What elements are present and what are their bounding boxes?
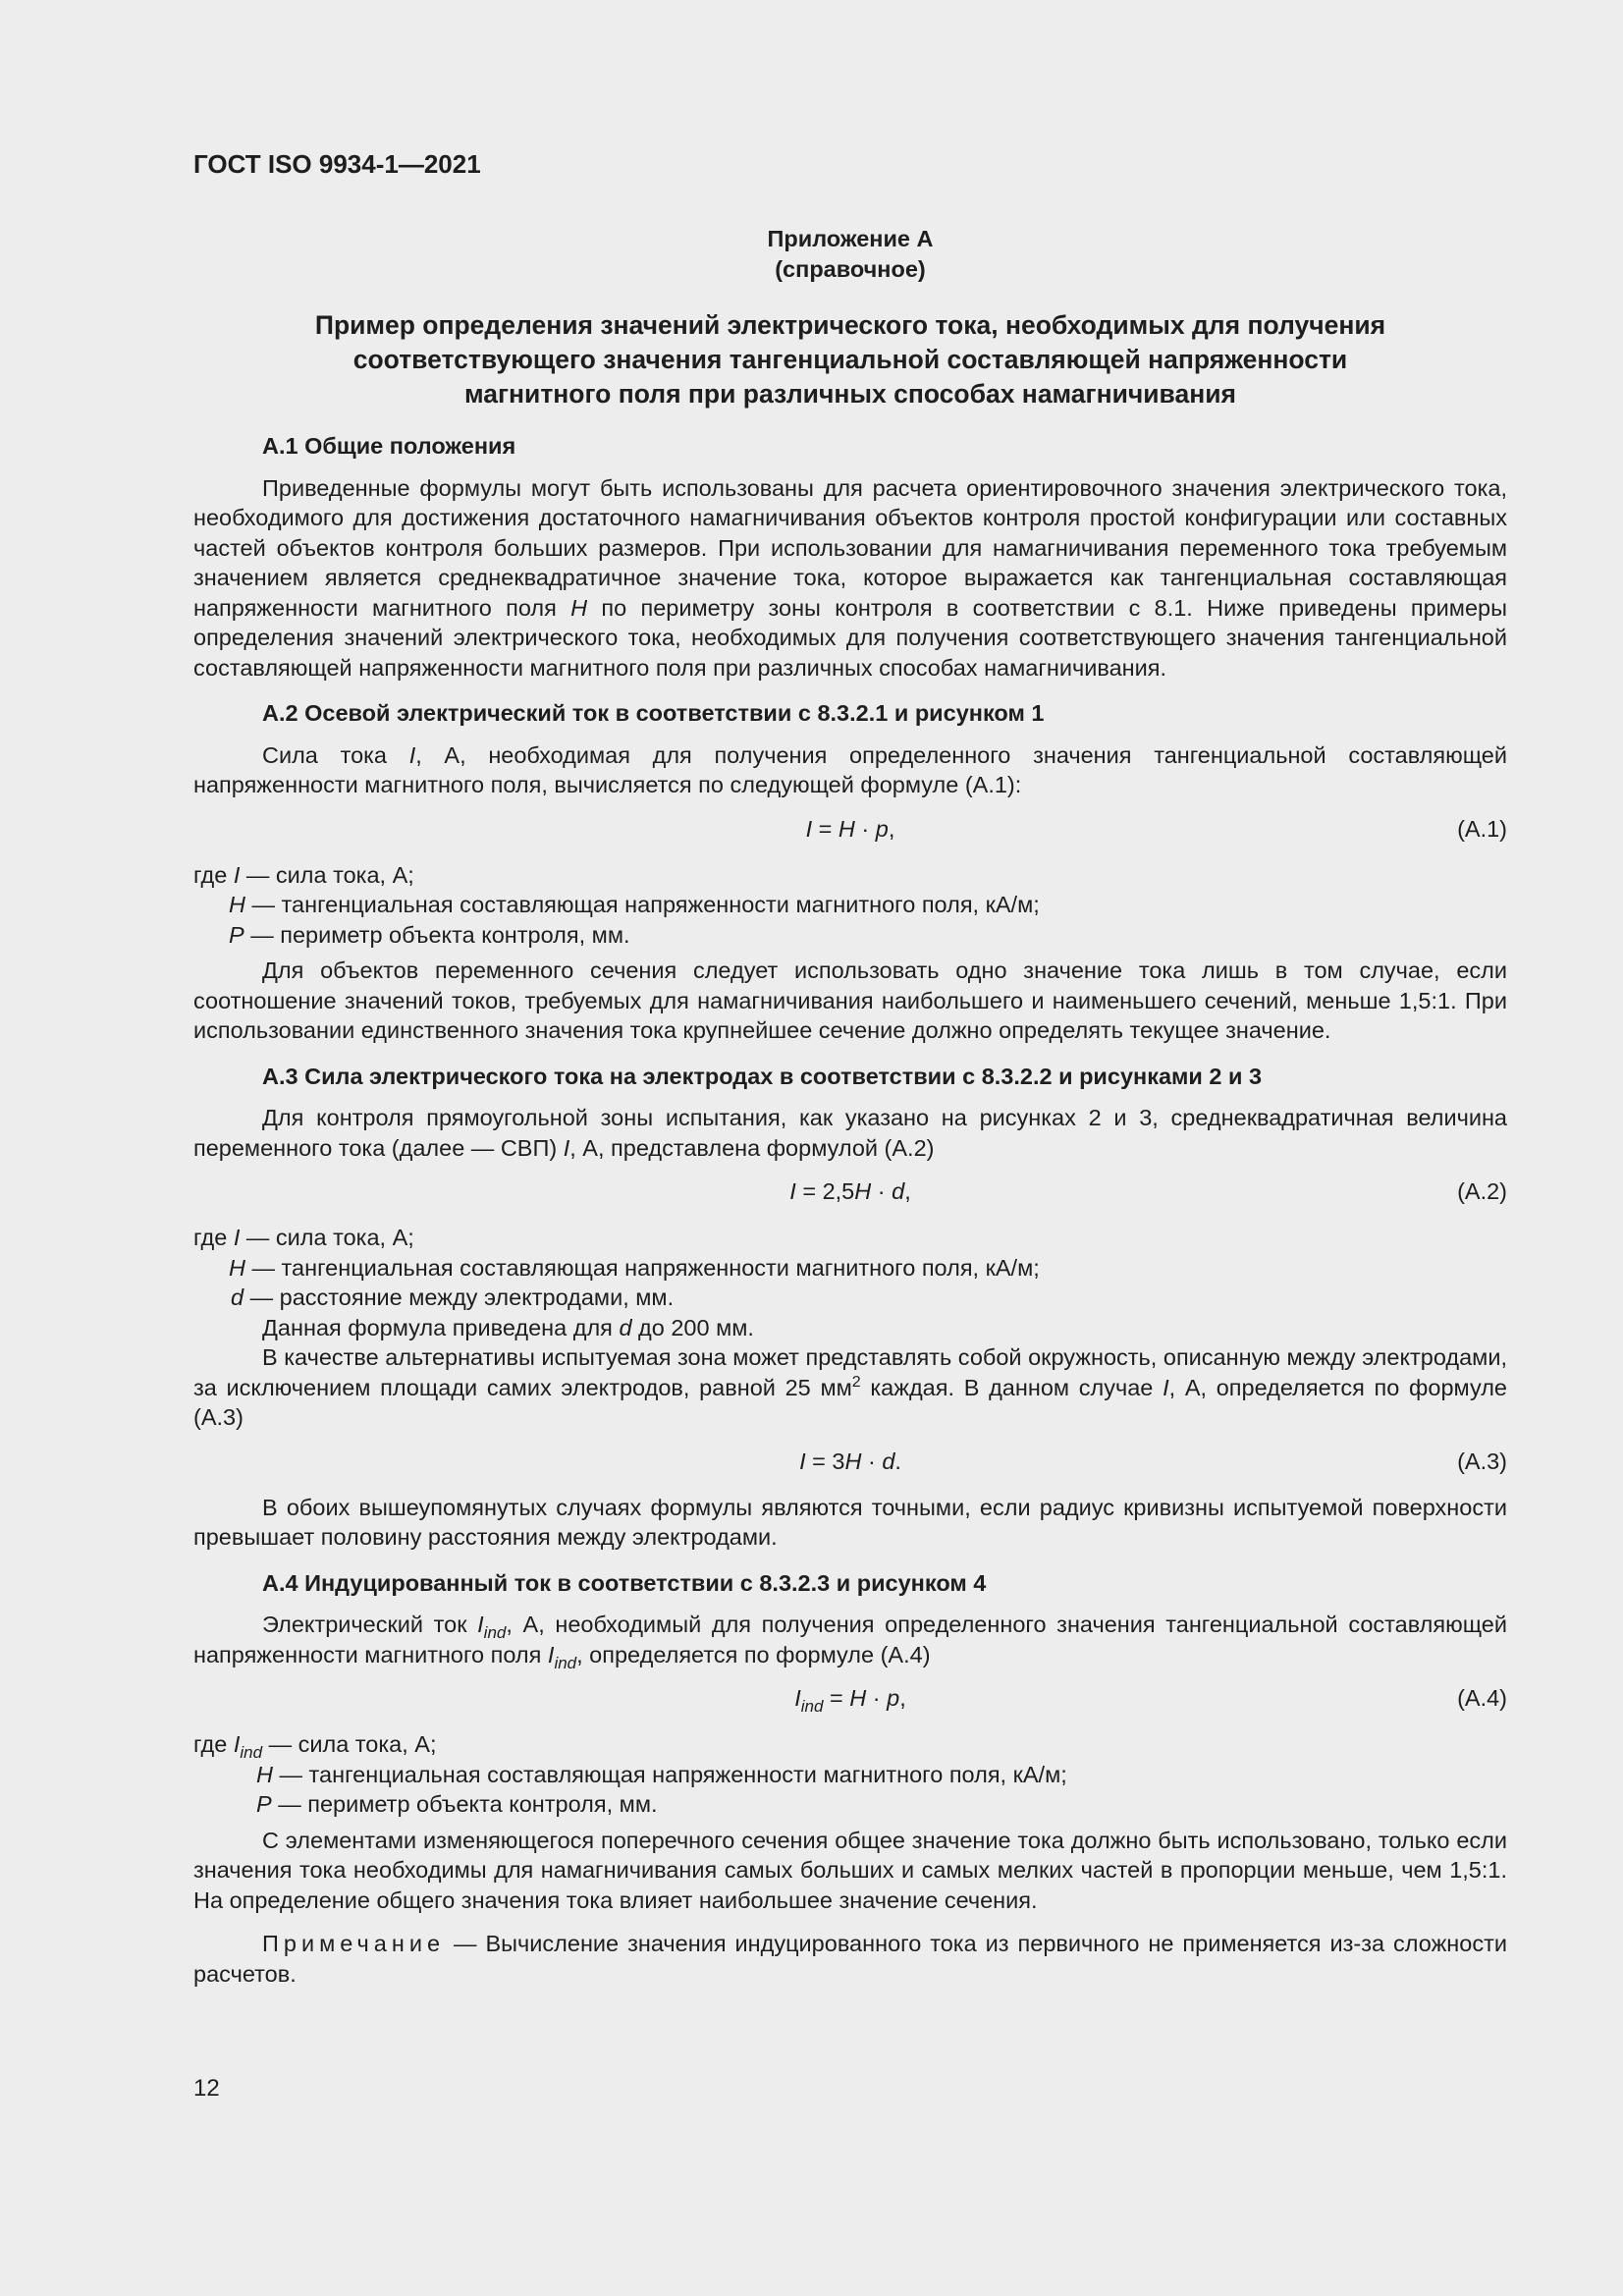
page-number: 12 (193, 2075, 220, 2102)
text-run: где (193, 861, 234, 888)
text-run: Приведенные формулы могут быть использованы для расчета ориентировочного значения электрического тока, необходимого для достижения достаточного намагничивания объектов контроля простой конфигурации или составных частей объектов контроля больших размеров. При использовании для намагничивания переменного тока требуемым значением является среднеквадратичное значение тока, которое выражается как тангенциальная составляющая напряженности магнитного поля (193, 474, 1507, 621)
variable: H (844, 1448, 862, 1474)
formula-expression (193, 1683, 1507, 1714)
text-run: , (899, 1685, 906, 1711)
where-item (193, 1283, 1507, 1313)
section-a3-paragraph-3 (193, 1342, 1507, 1433)
variable: Н (229, 1254, 245, 1281)
variable: d (231, 1285, 244, 1310)
where-item (193, 1789, 1507, 1820)
variable: d (619, 1314, 632, 1340)
where-item (193, 1760, 1507, 1790)
variable: p (887, 1685, 900, 1711)
where-item (193, 890, 1507, 920)
formula-number: (А.1) (1457, 815, 1507, 842)
section-a4-heading: А.4 Индуцированный ток в соответствии с 8.3.2.3 и рисунком 4 (262, 1569, 987, 1596)
main-title-line-2: соответствующего значения тангенциальной составляющей напряженности (352, 345, 1348, 374)
where-list-a1 (193, 860, 1507, 951)
text-run: , А, представлена формулой (А.2) (569, 1134, 935, 1161)
text-run: — расстояние между электродами, мм. (243, 1285, 675, 1310)
text-run: — сила тока, А; (240, 1225, 414, 1250)
text-run: · (854, 815, 876, 842)
section-a4-paragraph-1 (193, 1610, 1508, 1672)
text-run: по периметру зоны контроля в соответствии с 8.1. Ниже приведены примеры определения значений электрического тока, необходимых для получения соответствующего значения тангенциальной составляющей напряженности магнитного поля при различных способах намагничивания. (193, 594, 1507, 681)
text-run: · (861, 1448, 883, 1474)
text-run: = 2,5 (795, 1178, 855, 1204)
annex-heading (193, 224, 1507, 285)
text-run: . (894, 1448, 901, 1474)
text-run: , А, необходимый для получения определенного значения тангенциальной составляющей напряженности магнитного поля (193, 1612, 1508, 1667)
section-a1-paragraph (193, 473, 1507, 683)
subscript: ind (483, 1623, 507, 1642)
text-run: Электрический ток (262, 1612, 478, 1637)
variable: H (849, 1685, 867, 1711)
variable: I (799, 1448, 806, 1474)
section-a2-heading: А.2 Осевой электрический ток в соответствии с 8.3.2.1 и рисунком 1 (262, 700, 1045, 726)
formula-expression (193, 814, 1507, 845)
note (193, 1929, 1507, 1989)
variable: H (854, 1178, 872, 1204)
text-run: — периметр объекта контроля, мм. (271, 1791, 658, 1817)
variable: H (838, 815, 855, 842)
variable: I (547, 1641, 555, 1667)
text-run: — тангенциальная составляющая напряженности магнитного поля, кА/м; (272, 1761, 1067, 1787)
text-run: = (823, 1685, 850, 1711)
variable: Н (256, 1761, 273, 1787)
text-run: где (193, 1225, 234, 1250)
where-item (193, 1223, 1507, 1253)
text-run: , А, необходимая для получения определенного значения тангенциальной составляющей напряженности магнитного поля, вычисляется по следующей формуле (А.1): (193, 741, 1507, 797)
text-run: В качестве альтернативы испытуемая зона может представлять собой окружность, описанную между электродами, за исключением площади самих электродов, равной 25 мм (193, 1344, 1507, 1400)
subscript: ind (800, 1697, 824, 1716)
variable: Н (570, 594, 588, 621)
variable: I (805, 815, 813, 842)
note-label: Примечание (262, 1931, 446, 1956)
main-title (193, 308, 1507, 411)
section-a2-paragraph-1 (193, 740, 1507, 800)
text-run: — сила тока, А; (240, 861, 414, 888)
section-a3-paragraph-4: В обоих вышеупомянутых случаях формулы являются точными, если радиус кривизны испытуемой поверхности превышает половину расстояния между электродами. (193, 1494, 1507, 1550)
text-run: каждая. В данном случае (860, 1374, 1163, 1400)
formula-a2 (193, 1176, 1507, 1206)
where-list-a4 (193, 1729, 1507, 1820)
section-a3-heading: А.3 Сила электрического тока на электродах в соответствии с 8.3.2.2 и рисунками 2 и 3 (262, 1063, 1263, 1089)
superscript: 2 (851, 1373, 861, 1391)
text-run: Данная формула приведена для (262, 1314, 620, 1340)
main-title-line-3: магнитного поля при различных способах намагничивания (464, 379, 1236, 409)
formula-expression (193, 1176, 1507, 1207)
variable: Н (229, 892, 245, 917)
where-item (193, 920, 1507, 951)
text-run: — тангенциальная составляющая напряженности магнитного поля, кА/м; (244, 892, 1040, 917)
formula-number: (А.3) (1457, 1448, 1507, 1474)
section-a1-heading: А.1 Общие положения (262, 433, 516, 459)
text-run: = (812, 815, 839, 842)
text-run: Сила тока (262, 741, 409, 768)
text-run: · (866, 1685, 888, 1711)
section-a3-paragraph-1 (193, 1103, 1507, 1163)
annex-subtitle: (справочное) (775, 256, 926, 282)
variable: Р (256, 1791, 272, 1817)
content (193, 224, 1507, 1989)
text-run: — тангенциальная составляющая напряженности магнитного поля, кА/м; (244, 1254, 1040, 1281)
variable: I (233, 1225, 241, 1250)
text-run: = 3 (805, 1448, 845, 1474)
text-run: до 200 мм. (631, 1314, 754, 1340)
subscript: ind (554, 1653, 577, 1672)
formula-number: (А.4) (1457, 1685, 1507, 1711)
variable: I (233, 1731, 241, 1757)
variable: Р (229, 921, 244, 948)
text-run: где (193, 1731, 234, 1757)
where-item (193, 1253, 1507, 1284)
formula-expression (193, 1447, 1507, 1477)
section-a4-paragraph-2: С элементами изменяющегося поперечного сечения общее значение тока должно быть использовано, только если значения тока необходимы для намагничивания самых больших и самых мелких частей в пропорции меньше, чем 1,5:1. На определение общего значения тока влияет наибольшее значение сечения. (193, 1827, 1507, 1913)
variable: I (408, 741, 416, 768)
main-title-line-1: Пример определения значений электрического тока, необходимых для получения (314, 310, 1386, 340)
variable: I (233, 861, 241, 888)
formula-a4 (193, 1683, 1507, 1716)
document-header: ГОСТ ISO 9934-1—2021 (193, 149, 481, 179)
text-run: , А, определяется по формуле (А.3) (193, 1374, 1507, 1430)
where-item (193, 1729, 1507, 1760)
variable: I (563, 1134, 570, 1161)
text-run: , определяется по формуле (А.4) (576, 1641, 931, 1667)
variable: I (789, 1178, 796, 1204)
variable: p (875, 815, 889, 842)
variable: I (1163, 1374, 1169, 1400)
where-list-a2 (193, 1223, 1507, 1313)
variable: I (794, 1685, 801, 1711)
section-a2-paragraph-2: Для объектов переменного сечения следует использовать одно значение тока лишь в том случае, если соотношение значений токов, требуемых для намагничивания наибольшего и наименьшего сечений, меньше 1,5:1. При использовании единственного значения тока крупнейшее сечение должно определять текущее значение. (193, 957, 1507, 1043)
text-run: · (871, 1178, 893, 1204)
section-a3-paragraph-2 (193, 1313, 1507, 1343)
formula-a3 (193, 1447, 1507, 1476)
annex-title: Приложение А (767, 226, 934, 251)
text-run: — периметр объекта контроля, мм. (243, 921, 630, 948)
variable: d (892, 1178, 905, 1204)
note-text: — Вычисление значения индуцированного тока из первичного не применяется из-за сложности расчетов. (193, 1931, 1507, 1987)
text-run: , (904, 1178, 911, 1204)
text-run: Для контроля прямоугольной зоны испытания, как указано на рисунках 2 и 3, среднеквадратичная величина переменного тока (далее — СВП) (193, 1105, 1507, 1161)
variable: I (477, 1612, 484, 1637)
text-run: — сила тока, А; (262, 1731, 437, 1757)
formula-a1 (193, 814, 1507, 844)
variable: d (882, 1448, 895, 1474)
where-item (193, 860, 1507, 891)
text-run: , (888, 815, 895, 842)
formula-number: (А.2) (1457, 1178, 1507, 1204)
subscript: ind (240, 1743, 263, 1762)
